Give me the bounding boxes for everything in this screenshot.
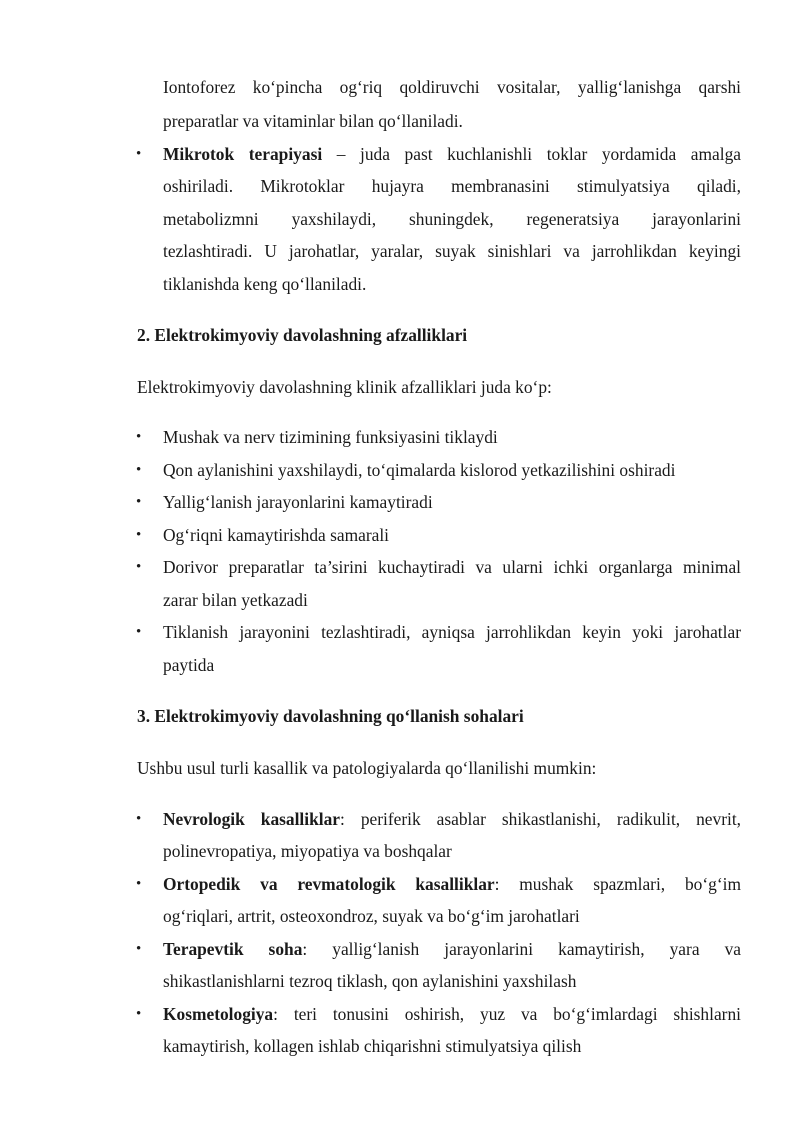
section-heading: 3. Elektrokimyoviy davolashning qo‘llanish sohalari bbox=[137, 706, 524, 726]
bold-term: Mikrotok terapiyasi bbox=[163, 144, 323, 164]
bullet-marker: • bbox=[136, 494, 142, 510]
bullet-marker: • bbox=[136, 429, 142, 445]
list-item bbox=[163, 808, 741, 830]
list-item-continuation: polinevropatiya, miyopatiya va boshqalar bbox=[163, 841, 452, 861]
section-heading: 2. Elektrokimyoviy davolashning afzalliklari bbox=[137, 325, 468, 345]
bullet-marker: • bbox=[136, 624, 142, 640]
list-item: Qon aylanishini yaxshilaydi, to‘qimalarda kislorod yetkazilishini oshiradi bbox=[163, 460, 676, 480]
section-intro: Elektrokimyoviy davolashning klinik afzalliklari juda ko‘p: bbox=[137, 377, 552, 397]
list-item bbox=[163, 938, 741, 960]
bullet-marker: • bbox=[136, 876, 142, 892]
bold-term: Nevrologik kasalliklar bbox=[163, 809, 341, 829]
paragraph-line: preparatlar va vitaminlar bilan qo‘llaniladi. bbox=[163, 111, 463, 131]
bullet-marker: • bbox=[136, 811, 142, 827]
list-item-continuation: metabolizmni yaxshilaydi, shuningdek, regeneratsiya jarayonlarini bbox=[163, 209, 741, 229]
list-item-continuation: oshiriladi. Mikrotoklar hujayra membranasini stimulyatsiya qiladi, bbox=[163, 176, 741, 196]
list-item-continuation: tiklanishda keng qo‘llaniladi. bbox=[163, 274, 367, 294]
list-item: Dorivor preparatlar ta’sirini kuchaytiradi va ularni ichki organlarga minimal bbox=[163, 557, 741, 577]
list-item bbox=[163, 143, 741, 165]
list-item-text: – juda past kuchlanishli toklar yordamida amalga bbox=[322, 144, 741, 164]
list-item-continuation: paytida bbox=[163, 655, 215, 675]
paragraph-line: Iontoforez ko‘pincha og‘riq qoldiruvchi vositalar, yallig‘lanishga qarshi bbox=[163, 77, 741, 97]
list-item-continuation: zarar bilan yetkazadi bbox=[163, 590, 308, 610]
list-item-continuation: shikastlanishlarni tezroq tiklash, qon aylanishini yaxshilash bbox=[163, 971, 577, 991]
bold-term: Terapevtik soha bbox=[163, 939, 303, 959]
list-item-text: : periferik asablar shikastlanishi, radikulit, nevrit, bbox=[340, 809, 742, 829]
list-item: Tiklanish jarayonini tezlashtiradi, ayniqsa jarrohlikdan keyin yoki jarohatlar bbox=[163, 622, 741, 642]
bullet-marker: • bbox=[136, 559, 142, 575]
list-item: Og‘riqni kamaytirishda samarali bbox=[163, 525, 390, 545]
section-intro: Ushbu usul turli kasallik va patologiyalarda qo‘llanilishi mumkin: bbox=[137, 758, 597, 778]
bullet-marker: • bbox=[136, 146, 142, 162]
bold-term: Ortopedik va revmatologik kasalliklar bbox=[163, 874, 495, 894]
list-item: Yallig‘lanish jarayonlarini kamaytiradi bbox=[163, 492, 433, 512]
list-item bbox=[163, 1003, 741, 1025]
bullet-marker: • bbox=[136, 1006, 142, 1022]
list-item bbox=[163, 873, 741, 895]
list-item-continuation: tezlashtiradi. U jarohatlar, yaralar, suyak sinishlari va jarrohlikdan keyingi bbox=[163, 241, 741, 261]
list-item: Mushak va nerv tizimining funksiyasini tiklaydi bbox=[163, 427, 498, 447]
bullet-marker: • bbox=[136, 527, 142, 543]
list-item-text: : mushak spazmlari, bo‘g‘im bbox=[494, 874, 741, 894]
list-item-text: : teri tonusini oshirish, yuz va bo‘g‘imlardagi shishlarni bbox=[273, 1004, 741, 1024]
bullet-marker: • bbox=[136, 941, 142, 957]
bullet-marker: • bbox=[136, 462, 142, 478]
list-item-continuation: kamaytirish, kollagen ishlab chiqarishni stimulyatsiya qilish bbox=[163, 1036, 582, 1056]
bold-term: Kosmetologiya bbox=[163, 1004, 274, 1024]
list-item-text: : yallig‘lanish jarayonlarini kamaytirish, yara va bbox=[302, 939, 741, 959]
list-item-continuation: og‘riqlari, artrit, osteoxondroz, suyak va bo‘g‘im jarohatlari bbox=[163, 906, 580, 926]
